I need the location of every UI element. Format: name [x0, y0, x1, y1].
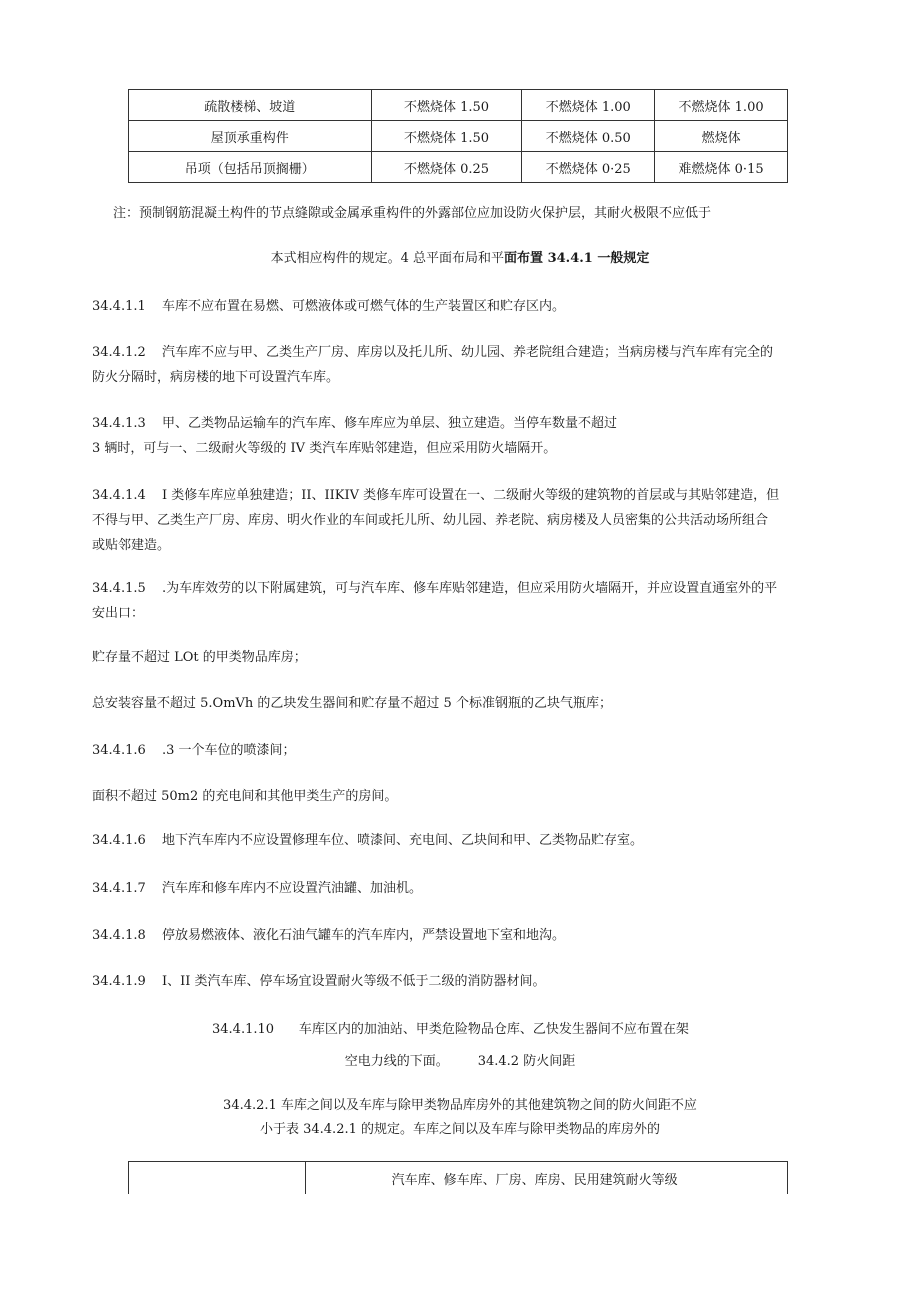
clause-34-4-1-5	[92, 576, 822, 626]
clause-34-4-1-8	[92, 923, 822, 948]
clause-number: 34.4.1.6	[92, 833, 146, 848]
table-cell: 不燃烧体 1.00	[655, 90, 788, 121]
clause-text: .3 一个车位的喷漆间；	[162, 743, 296, 758]
fire-separation-table	[128, 1161, 788, 1194]
clause-continuation: 防火分隔时，病房楼的地下可设置汽车库。	[92, 370, 340, 385]
clause-continuation: 安出口：	[92, 606, 145, 621]
clause-34-4-2-1-line2: 小于表 34.4.2.1 的规定。车库之间以及车库与除甲类物品的库房外的	[259, 1122, 661, 1137]
clause-34-4-1-6	[92, 828, 822, 853]
table-cell: 燃烧体	[655, 121, 788, 152]
table-note: 注：预制钢筋混凝土构件的节点缝隙或金属承重构件的外露部位应加设防火保护层，其耐火极限不应低于	[113, 206, 712, 221]
clause-text: 甲、乙类物品运输车的汽车库、修车库应为单层、独立建造。当停车数量不超过	[162, 416, 618, 431]
clause-text: 地下汽车库内不应设置修理车位、喷漆间、充电间、乙块间和甲、乙类物品贮存室。	[162, 833, 644, 848]
clause-number: 34.4.1.1	[92, 299, 146, 314]
table-cell	[129, 1162, 306, 1195]
clause-number: 34.4.1.8	[92, 928, 146, 943]
table-cell: 不燃烧体 0.25	[371, 152, 522, 183]
table-cell: 不燃烧体 0·25	[522, 152, 655, 183]
clause-text: I、II 类汽车库、停车场宜设置耐火等级不低于二级的消防器材间。	[162, 974, 546, 989]
clause-text: 车库不应布置在易燃、可燃液体或可燃气体的生产装置区和贮存区内。	[162, 299, 566, 314]
table-cell: 不燃烧体 1.50	[371, 121, 522, 152]
table-row	[129, 1162, 788, 1195]
table-header-cell: 汽车库、修车库、厂房、库房、民用建筑耐火等级	[305, 1162, 787, 1195]
clause-continuation: 3 辆时，可与一、二级耐火等级的 IV 类汽车库贴邻建造，但应采用防火墙隔开。	[92, 441, 557, 456]
table-cell: 屋顶承重构件	[129, 121, 372, 152]
clause-text: I 类修车库应单独建造；II、IIKIV 类修车库可设置在一、二级耐火等级的建筑物的首层或与其贴邻建造，但	[162, 488, 780, 503]
table-row	[129, 121, 788, 152]
table-cell: 疏散楼梯、坡道	[129, 90, 372, 121]
table-cell: 不燃烧体 0.50	[522, 121, 655, 152]
clause-34-4-1-2	[92, 340, 822, 390]
clause-number: 34.4.1.9	[92, 974, 146, 989]
clause-34-4-1-4	[92, 483, 822, 558]
clause-text: 汽车库和修车库内不应设置汽油罐、加油机。	[162, 881, 423, 896]
table-row	[129, 152, 788, 183]
body-line: 面积不超过 50m2 的充电间和其他甲类生产的房间。	[92, 789, 398, 804]
table-cell: 吊项（包括吊顶搁栅）	[129, 152, 372, 183]
clause-text: 停放易燃液体、液化石油气罐车的汽车库内，严禁设置地下室和地沟。	[162, 928, 566, 943]
clause-number: 34.4.1.2	[92, 345, 146, 360]
table-cell: 不燃烧体 1.00	[522, 90, 655, 121]
clause-34-4-1-3	[92, 411, 822, 461]
heading-bold-text: 面布置 34.4.1 一般规定	[504, 251, 650, 266]
fire-resistance-table	[128, 89, 788, 183]
clause-34-4-2-1-line1: 34.4.2.1 车库之间以及车库与除甲类物品库房外的其他建筑物之间的防火间距不应	[223, 1098, 697, 1113]
clause-34-4-1-10-line1: 34.4.1.10 车库区内的加油站、甲类危险物品仓库、乙快发生器间不应布置在架	[212, 1022, 689, 1037]
section-heading	[0, 246, 920, 271]
clause-34-4-1-1	[92, 294, 822, 319]
clause-number: 34.4.1.5	[92, 581, 146, 596]
heading-text: 本式相应构件的规定。4 总平面布局和平	[270, 251, 505, 266]
clause-text: 汽车库不应与甲、乙类生产厂房、库房以及托儿所、幼儿园、养老院组合建造；当病房楼与汽车库有完全的	[162, 345, 774, 360]
table-cell: 不燃烧体 1.50	[371, 90, 522, 121]
clause-number: 34.4.1.7	[92, 881, 146, 896]
clause-number: 34.4.1.3	[92, 416, 146, 431]
body-line: 总安装容量不超过 5.OmVh 的乙块发生器间和贮存量不超过 5 个标准钢瓶的乙块气瓶库；	[92, 696, 612, 711]
clause-continuation: 或贴邻建造。	[92, 538, 171, 553]
table-cell: 难燃烧体 0·15	[655, 152, 788, 183]
body-line: 贮存量不超过 LOt 的甲类物品库房；	[92, 650, 307, 665]
clause-34-4-1-9	[92, 969, 822, 994]
clause-continuation: 不得与甲、乙类生产厂房、库房、明火作业的车间或托儿所、幼儿园、养老院、病房楼及人员密集的公共活动场所组合	[92, 513, 769, 528]
clause-number: 34.4.1.4	[92, 488, 146, 503]
clause-34-4-1-7	[92, 876, 822, 901]
clause-34-4-1-6a	[92, 738, 822, 763]
clause-34-4-1-10-line2: 空电力线的下面。 34.4.2 防火间距	[344, 1054, 576, 1069]
table-row	[129, 90, 788, 121]
clause-number: 34.4.1.6	[92, 743, 146, 758]
clause-text: .为车库效劳的以下附属建筑，可与汽车库、修车库贴邻建造，但应采用防火墙隔开，并应设置直通室外的平	[162, 581, 778, 596]
